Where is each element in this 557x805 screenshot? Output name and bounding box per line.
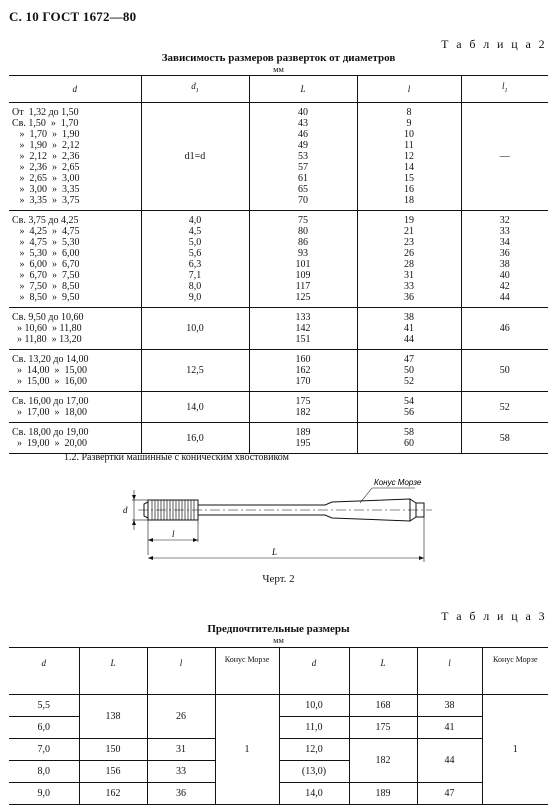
cell-d1-value: 9,0 — [188, 292, 202, 303]
table3-header-row — [9, 648, 548, 695]
cell-L-value: 101 — [295, 259, 311, 270]
cell-l-value: 15 — [404, 173, 414, 184]
cell-d — [9, 423, 141, 454]
cell-d: 10,0 — [279, 695, 349, 717]
cell-L: 175 — [349, 717, 417, 739]
cell-L: 150 — [79, 739, 147, 761]
dim-l-label: l — [172, 529, 175, 539]
reamer-drawing — [110, 470, 440, 570]
cell-L — [249, 103, 357, 211]
cell-L-value: 151 — [295, 334, 311, 345]
cell-l-value: 8 — [406, 107, 412, 118]
cell-l1-value: 40 — [499, 270, 510, 281]
col-header-d: d — [9, 648, 79, 695]
cell-d1-value: 4,0 — [188, 215, 202, 226]
cell-l-value: 58 — [404, 427, 414, 438]
col-header-L: L — [249, 76, 357, 103]
cell-L-value: 70 — [298, 195, 308, 206]
cell-d-value: » 2,12 » 2,36 — [12, 151, 80, 162]
cell-d — [9, 211, 141, 308]
table-row — [9, 103, 548, 211]
cell-l-value: 31 — [404, 270, 414, 281]
cell-d1 — [141, 350, 249, 392]
cell-L-value: 182 — [295, 407, 311, 418]
cell-d-value: От 1,32 до 1,50 — [12, 107, 79, 118]
col-header-l: l — [417, 648, 482, 695]
table-row — [9, 392, 548, 423]
cell-L-value: 170 — [295, 376, 311, 387]
cell-d: 11,0 — [279, 717, 349, 739]
cell-L-value: 80 — [298, 226, 308, 237]
cell-l-value: 21 — [404, 226, 414, 237]
cell-l-value: 41 — [404, 323, 414, 334]
cell-d-value: Св. 9,50 до 10,60 — [12, 312, 84, 323]
cell-d1-value: d1=d — [184, 151, 206, 162]
cell-d1 — [141, 392, 249, 423]
cell-l1-value: 38 — [499, 259, 510, 270]
table-row — [9, 739, 548, 761]
cell-d-value: » 3,00 » 3,35 — [12, 184, 80, 195]
table2 — [9, 75, 548, 454]
cell-d-value: » 5,30 » 6,00 — [12, 248, 80, 259]
cell-d-value: » 1,70 » 1,90 — [12, 129, 80, 140]
cell-L: 182 — [349, 739, 417, 783]
cell-l-value: 47 — [404, 354, 414, 365]
table-row — [9, 783, 548, 805]
cell-d-value: » 3,35 » 3,75 — [12, 195, 80, 206]
cell-L-value: 86 — [298, 237, 308, 248]
cell-d-value: » 2,65 » 3,00 — [12, 173, 80, 184]
cell-l-value: 33 — [404, 281, 414, 292]
cell-L: 138 — [79, 695, 147, 739]
cell-l-value: 9 — [406, 118, 412, 129]
cell-d — [9, 392, 141, 423]
dim-L-label: L — [272, 547, 278, 557]
cell-konus: 1 — [482, 695, 548, 805]
cell-d-value: » 15,00 » 16,00 — [12, 376, 87, 387]
cell-L: 156 — [79, 761, 147, 783]
cell-d — [9, 103, 141, 211]
cell-L-value: 175 — [295, 396, 311, 407]
cell-d1-value: 8,0 — [188, 281, 202, 292]
cell-l-value: 28 — [404, 259, 414, 270]
cell-d-value: Св. 16,00 до 17,00 — [12, 396, 89, 407]
table-row — [9, 350, 548, 392]
cell-l — [357, 308, 461, 350]
cell-d1-value: 16,0 — [186, 432, 204, 444]
col-header-konus: Конус Морзе — [482, 648, 548, 695]
cell-l — [357, 211, 461, 308]
col-header-d: d — [279, 648, 349, 695]
cell-l1-value: 36 — [499, 248, 510, 259]
cell-l-value: 54 — [404, 396, 414, 407]
cell-l1-value: 50 — [499, 365, 510, 376]
col-header-d1: $d_1$ — [141, 76, 249, 103]
cell-L-value: 49 — [298, 140, 308, 151]
col-header-d: d — [9, 76, 141, 103]
cell-d-value: » 11,80 » 13,20 — [12, 334, 82, 345]
cell-d-value: » 6,70 » 7,50 — [12, 270, 80, 281]
drawing-caption: Черт. 2 — [262, 573, 295, 585]
cell-l-value: 23 — [404, 237, 414, 248]
table3-title: Предпочтительные размеры — [207, 623, 350, 635]
cell-d: 8,0 — [9, 761, 79, 783]
cell-L-value: 46 — [298, 129, 308, 140]
cell-d: 5,5 — [9, 695, 79, 717]
cell-L-value: 142 — [295, 323, 311, 334]
cell-L-value: 61 — [298, 173, 308, 184]
cell-d1 — [141, 211, 249, 308]
cell-d: 14,0 — [279, 783, 349, 805]
cell-d1-value: 12,5 — [186, 365, 204, 376]
cell-L — [249, 350, 357, 392]
cell-d: (13,0) — [279, 761, 349, 783]
cell-l1 — [461, 350, 548, 392]
cell-d-value: » 8,50 » 9,50 — [12, 292, 80, 303]
cell-d: 7,0 — [9, 739, 79, 761]
cell-L-value: 75 — [298, 215, 308, 226]
cell-l1-value: 52 — [499, 401, 510, 413]
cell-d1 — [141, 423, 249, 454]
cell-d1 — [141, 308, 249, 350]
cell-L-value: 93 — [298, 248, 308, 259]
col-header-L: L — [349, 648, 417, 695]
table2-label: Т а б л и ц а 2 — [441, 37, 547, 51]
cell-l-value: 12 — [404, 151, 414, 162]
cell-L: 189 — [349, 783, 417, 805]
table3-units: мм — [273, 635, 284, 645]
cell-L-value: 117 — [295, 281, 311, 292]
cell-L — [249, 392, 357, 423]
cell-l1-value: 58 — [499, 432, 510, 444]
cell-d: 6,0 — [9, 717, 79, 739]
cell-d1-value: 7,1 — [188, 270, 202, 281]
table3 — [9, 647, 548, 805]
col-header-konus: Конус Морзе — [215, 648, 279, 695]
cell-l: 41 — [417, 717, 482, 739]
cell-l: 44 — [417, 739, 482, 783]
cell-d-value: Св. 13,20 до 14,00 — [12, 354, 89, 365]
cell-l1-value: — — [499, 151, 510, 162]
cell-l1-value: 46 — [499, 323, 510, 334]
cone-label: Конус Морзе — [374, 478, 422, 487]
cell-d-value: Св. 1,50 » 1,70 — [12, 118, 79, 129]
cell-l1-value: 33 — [499, 226, 510, 237]
cell-l — [357, 350, 461, 392]
cell-l-value: 10 — [404, 129, 414, 140]
cell-L-value: 195 — [295, 438, 311, 449]
cell-d1-value: 6,3 — [188, 259, 202, 270]
cell-d: 9,0 — [9, 783, 79, 805]
cell-d1-value: 14,0 — [186, 401, 204, 413]
section-note: 1.2. Развертки машинные с коническим хвостовиком — [64, 452, 289, 463]
dim-d-label: d — [123, 505, 128, 515]
cell-l-value: 36 — [404, 292, 414, 303]
col-header-l1: $l_1$ — [461, 76, 548, 103]
cell-d-value: » 2,36 » 2,65 — [12, 162, 80, 173]
cell-L-value: 189 — [295, 427, 311, 438]
table-row — [9, 211, 548, 308]
cell-d1-value: 5,6 — [188, 248, 202, 259]
table-row — [9, 695, 548, 717]
cell-l — [357, 423, 461, 454]
cell-l: 33 — [147, 761, 215, 783]
cell-d-value: » 7,50 » 8,50 — [12, 281, 80, 292]
cell-d-value: Св. 3,75 до 4,25 — [12, 215, 79, 226]
cell-l1 — [461, 308, 548, 350]
cell-L-value: 43 — [298, 118, 308, 129]
cell-L — [249, 211, 357, 308]
table2-title: Зависимость размеров разверток от диаметров — [161, 52, 396, 64]
cell-L-value: 133 — [295, 312, 311, 323]
table3-label: Т а б л и ц а 3 — [441, 609, 547, 623]
cell-L — [249, 308, 357, 350]
cell-d1-value: 4,5 — [188, 226, 202, 237]
cell-L-value: 40 — [298, 107, 308, 118]
cell-L-value: 125 — [295, 292, 311, 303]
cell-d-value: » 6,00 » 6,70 — [12, 259, 80, 270]
cell-l-value: 14 — [404, 162, 414, 173]
cell-d-value: » 4,75 » 5,30 — [12, 237, 80, 248]
cell-L-value: 65 — [298, 184, 308, 195]
cell-d-value: » 14,00 » 15,00 — [12, 365, 87, 376]
cell-L-value: 160 — [295, 354, 311, 365]
table-row — [9, 423, 548, 454]
cell-l-value: 19 — [404, 215, 414, 226]
cell-L-value: 53 — [298, 151, 308, 162]
cell-konus: 1 — [215, 695, 279, 805]
cell-d1-value: 5,0 — [188, 237, 202, 248]
col-header-l: l — [357, 76, 461, 103]
cell-d1-value: 10,0 — [186, 323, 204, 334]
cell-l-value: 18 — [404, 195, 414, 206]
cell-l1-value: 32 — [499, 215, 510, 226]
table2-header-row — [9, 76, 548, 103]
cell-l1 — [461, 392, 548, 423]
cell-L: 168 — [349, 695, 417, 717]
cell-l1 — [461, 103, 548, 211]
col-header-L: L — [79, 648, 147, 695]
cell-l-value: 50 — [404, 365, 414, 376]
cell-L: 162 — [79, 783, 147, 805]
cell-l: 47 — [417, 783, 482, 805]
cell-l1 — [461, 423, 548, 454]
cell-l: 38 — [417, 695, 482, 717]
cell-l: 36 — [147, 783, 215, 805]
cell-l-value: 11 — [404, 140, 414, 151]
cell-l — [357, 103, 461, 211]
cell-d-value: » 19,00 » 20,00 — [12, 438, 87, 449]
cell-L — [249, 423, 357, 454]
cell-d — [9, 350, 141, 392]
cell-l — [357, 392, 461, 423]
cell-l-value: 44 — [404, 334, 414, 345]
cell-d-value: Св. 18,00 до 19,00 — [12, 427, 89, 438]
cell-d1 — [141, 103, 249, 211]
cell-d — [9, 308, 141, 350]
cell-l-value: 56 — [404, 407, 414, 418]
cell-d-value: » 10,60 » 11,80 — [12, 323, 82, 334]
cell-l1-value: 44 — [499, 292, 510, 303]
col-header-l: l — [147, 648, 215, 695]
cell-l-value: 60 — [404, 438, 414, 449]
cell-l1-value: 34 — [499, 237, 510, 248]
cell-d-value: » 17,00 » 18,00 — [12, 407, 87, 418]
cell-l: 31 — [147, 739, 215, 761]
cell-d: 12,0 — [279, 739, 349, 761]
cell-l-value: 38 — [404, 312, 414, 323]
table-row — [9, 308, 548, 350]
cell-d-value: » 1,90 » 2,12 — [12, 140, 80, 151]
cell-l-value: 16 — [404, 184, 414, 195]
cell-l-value: 52 — [404, 376, 414, 387]
cell-d-value: » 4,25 » 4,75 — [12, 226, 80, 237]
cell-L-value: 57 — [298, 162, 308, 173]
cell-l1-value: 42 — [499, 281, 510, 292]
cell-L-value: 109 — [295, 270, 311, 281]
cell-l: 26 — [147, 695, 215, 739]
cell-L-value: 162 — [295, 365, 311, 376]
cell-l1 — [461, 211, 548, 308]
cell-l-value: 26 — [404, 248, 414, 259]
page-header: С. 10 ГОСТ 1672—80 — [9, 9, 137, 24]
table2-units: мм — [273, 64, 284, 74]
